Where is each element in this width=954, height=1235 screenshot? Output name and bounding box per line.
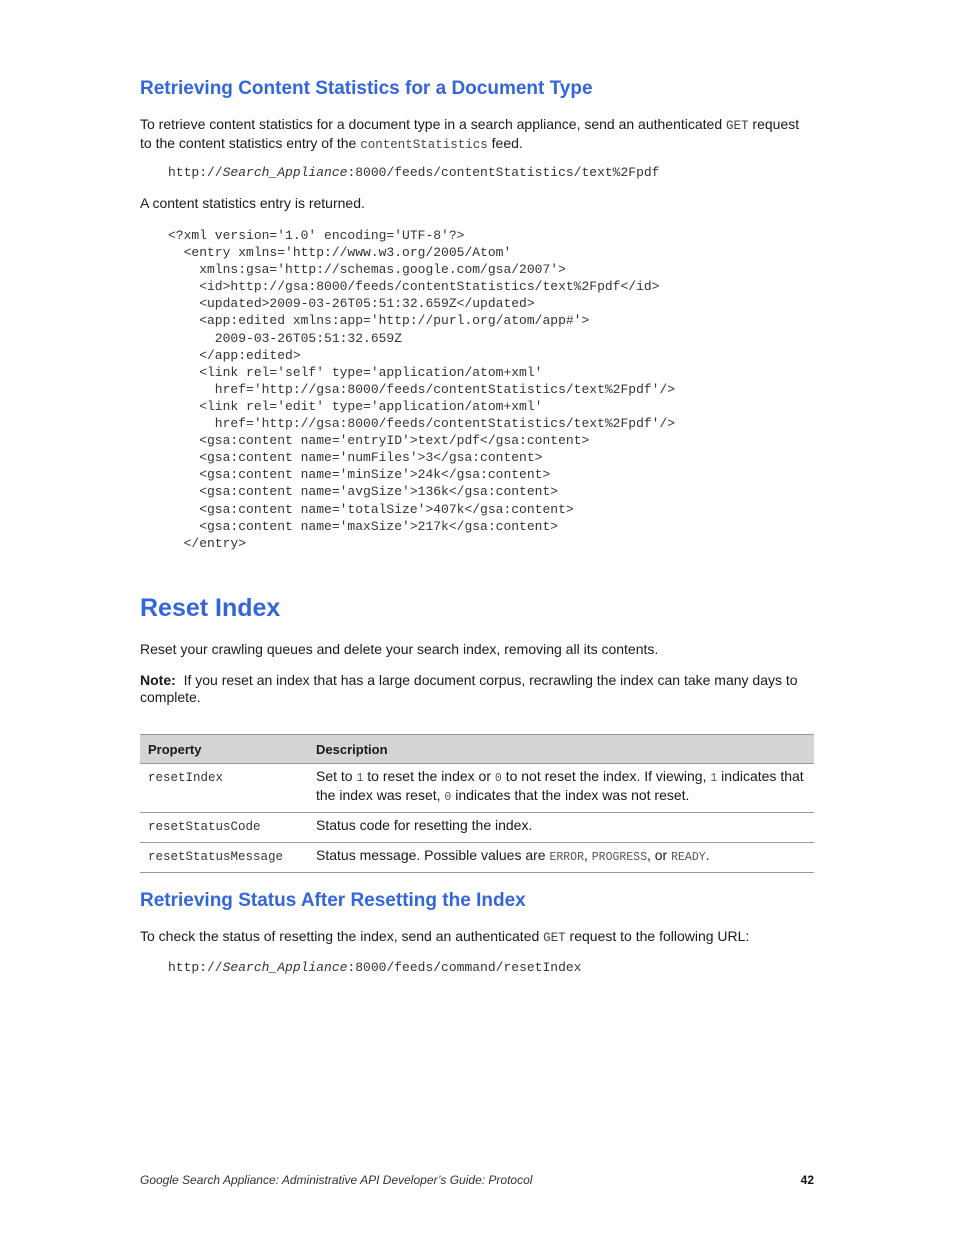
feed-name: contentStatistics — [360, 138, 488, 152]
table-row — [140, 843, 814, 873]
note-label: Note: — [140, 672, 176, 688]
table-row — [140, 813, 814, 843]
content-statistics-url: http://Search_Appliance:8000/feeds/contentStatistics/text%2Fpdf — [168, 165, 660, 180]
property-cell: resetIndex — [140, 764, 308, 813]
description-cell: Set to 1 to reset the index or 0 to not reset the index. If viewing, 1 indicates that the index was reset, 0 indicates that the index was not reset. — [308, 764, 814, 813]
entry-returned-text: A content statistics entry is returned. — [140, 195, 365, 211]
property-cell: resetStatusCode — [140, 813, 308, 843]
table-row — [140, 764, 814, 813]
page-footer — [140, 1173, 814, 1187]
page-number: 42 — [800, 1173, 814, 1187]
table-header-row — [140, 735, 814, 764]
property-cell: resetStatusMessage — [140, 843, 308, 873]
note-paragraph: Note: If you reset an index that has a large document corpus, recrawling the index can take many days to complete. — [140, 672, 798, 705]
reset-index-properties-table — [140, 734, 814, 873]
reset-index-url: http://Search_Appliance:8000/feeds/command/resetIndex — [168, 960, 582, 975]
get-method: GET — [543, 931, 566, 945]
retrieving-status-intro: To check the status of resetting the index, send an authenticated GET request to the following URL: — [140, 928, 750, 945]
content-statistics-intro: To retrieve content statistics for a document type in a search appliance, send an authenticated GET request to the content statistics entry of the contentStatistics feed. — [140, 116, 800, 152]
description-cell: Status message. Possible values are ERROR, PROGRESS, or READY. — [308, 843, 814, 873]
section-heading-content-statistics: Retrieving Content Statistics for a Document Type — [140, 78, 593, 99]
get-method: GET — [726, 119, 749, 133]
header-property: Property — [140, 735, 308, 764]
header-description: Description — [308, 735, 814, 764]
description-cell: Status code for resetting the index. — [308, 813, 814, 843]
footer-title: Google Search Appliance: Administrative API Developer’s Guide: Protocol — [140, 1173, 533, 1187]
section-heading-retrieving-status: Retrieving Status After Resetting the Index — [140, 890, 526, 911]
section-heading-reset-index: Reset Index — [140, 594, 281, 622]
reset-index-intro: Reset your crawling queues and delete your search index, removing all its contents. — [140, 641, 659, 657]
xml-code-block: <?xml version='1.0' encoding='UTF-8'?> <entry xmlns='http://www.w3.org/2005/Atom' xmlns:gsa='http://schemas.google.com/gsa/2007'> <id>http://gsa:8000/feeds/contentStatistics/text%2Fpdf</id> <updated>2009-03-26T05:51:32.659Z</updated> <app:edited xmlns:app='http://purl.org/atom/app#'> 2009-03-26T05:51:32.659Z </app:edited> <link rel='self' type='application/atom+xml' href='http://gsa:8000/feeds/contentStatistics/text%2Fpdf'/> <link rel='edit' type='application/atom+xml' href='http://gsa:8000/feeds/contentStatistics/text%2Fpdf'/> <gsa:content name='entryID'>text/pdf</gsa:content> <gsa:content name='numFiles'>3</gsa:content> <gsa:content name='minSize'>24k</gsa:content> <gsa:content name='avgSize'>136k</gsa:content> <gsa:content name='totalSize'>407k</gsa:content> <gsa:content name='maxSize'>217k</gsa:content> </entry> — [168, 228, 676, 551]
